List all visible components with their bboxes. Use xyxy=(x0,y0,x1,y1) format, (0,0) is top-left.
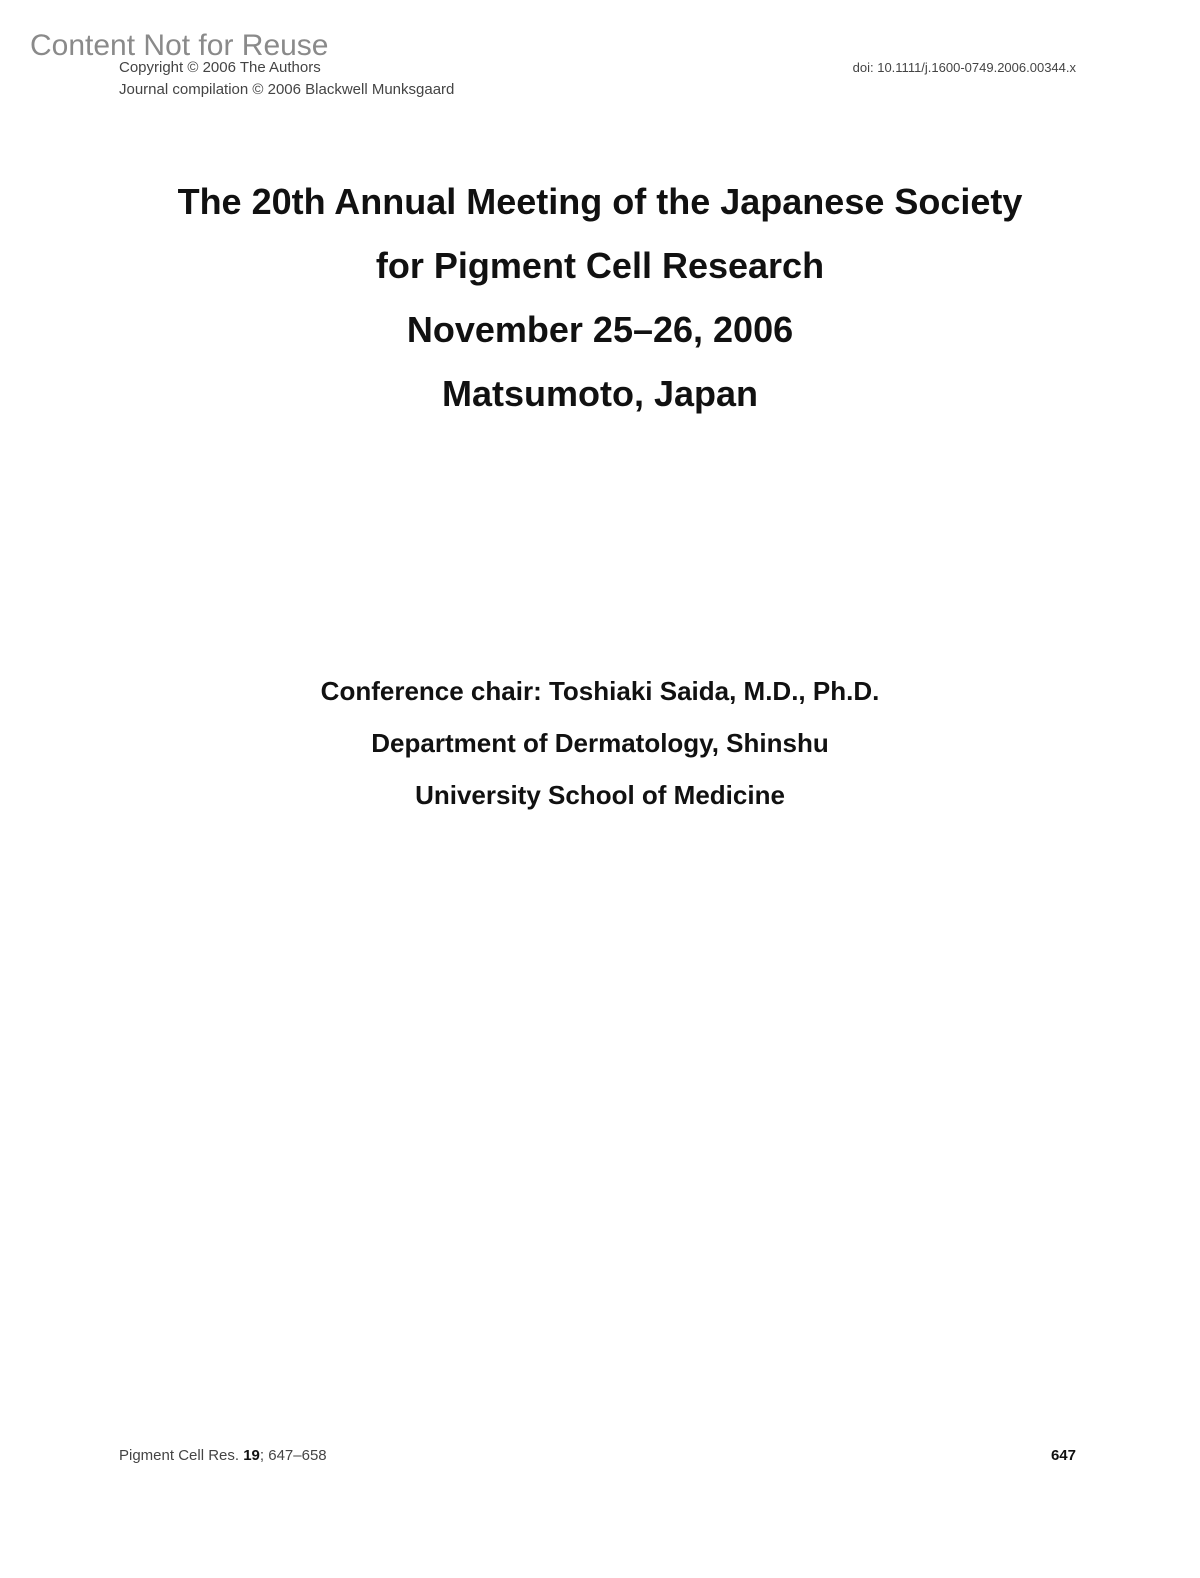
header-copyright-block xyxy=(119,57,454,101)
title-line-1: The 20th Annual Meeting of the Japanese Society xyxy=(177,181,1023,222)
meeting-date: November 25–26, 2006 xyxy=(406,309,794,350)
chair-name: Conference chair: Toshiaki Saida, M.D., Ph.D. xyxy=(320,676,880,706)
journal-pages: ; 647–658 xyxy=(259,1447,327,1464)
copyright-line: Copyright © 2006 The Authors xyxy=(119,59,321,76)
journal-name: Pigment Cell Res. xyxy=(119,1447,244,1464)
meeting-location: Matsumoto, Japan xyxy=(441,373,759,414)
watermark: Content Not for Reuse xyxy=(30,29,329,62)
chair-affiliation-line-2: University School of Medicine xyxy=(415,780,785,810)
conference-chair xyxy=(0,665,1200,821)
page-number: 647 xyxy=(1050,1447,1076,1464)
journal-compilation-line: Journal compilation © 2006 Blackwell Munksgaard xyxy=(119,81,455,98)
title-line-2: for Pigment Cell Research xyxy=(375,245,825,286)
chair-affiliation-line-1: Department of Dermatology, Shinshu xyxy=(371,728,829,758)
doi-link[interactable]: doi: 10.1111/j.1600-0749.2006.00344.x xyxy=(852,60,1076,75)
meeting-title xyxy=(0,170,1200,426)
journal-citation xyxy=(119,1445,327,1467)
journal-volume: 19 xyxy=(243,1447,260,1464)
